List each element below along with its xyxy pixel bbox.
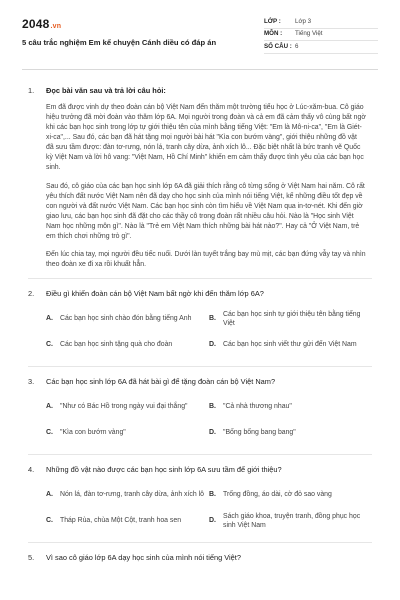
passage-paragraph: Đến lúc chia tay, mọi người đều tiếc nuối. Dưới làn tuyết trắng bay mù mịt, các bạn đứng vẫy tay và nhìn theo đoàn xe đi xa rồi khuất hẳn. xyxy=(46,251,366,269)
answer-options xyxy=(28,387,372,446)
option-letter: B. xyxy=(209,403,216,411)
option-text: "Bống bống bang bang" xyxy=(223,429,296,437)
question-text: Điều gì khiến đoàn cán bộ Việt Nam bất ngờ khi đến thăm lớp 6A? xyxy=(46,289,264,299)
logo-suffix: .vn xyxy=(50,23,62,30)
logo-number: 2048 xyxy=(22,17,50,31)
passage-paragraph: Sau đó, cô giáo của các bạn học sinh lớp 6A đã giải thích rằng cô từng sống ở Việt Nam hai năm. Cô rất yêu thích đất nước Việt Nam nên đã dạy cho học sinh của mình nói tiếng Việt, kể những điều tốt đẹp về con người và đất nước Việt Nam. Các bạn học sinh còn tìm hiểu về Việt Nam qua in-tơ-nét. Khi đến giờ giao lưu, các bạn học sinh đã đặt cho các thầy cô trong đoàn rất nhiều câu hỏi. Nào là "Học sinh Việt Nam học những môn gì". Nào là "Trẻ em Việt Nam thích những bài hát nào?". Hay cả "Ở Việt Nam, trẻ em thích chơi những trò gì". xyxy=(46,182,365,240)
question-4 xyxy=(28,465,372,475)
option-c[interactable] xyxy=(46,334,209,356)
question-number: 2. xyxy=(28,289,35,299)
option-text: Nón lá, đàn tơ-rưng, tranh cây dừa, ảnh xích lô xyxy=(60,491,204,499)
option-d[interactable] xyxy=(209,334,372,356)
question-2 xyxy=(28,289,372,299)
option-letter: B. xyxy=(209,491,216,499)
site-logo[interactable] xyxy=(22,16,216,32)
option-text: Các bạn học sinh tự giới thiệu tên bằng tiếng Việt xyxy=(223,310,361,328)
option-letter: B. xyxy=(209,315,216,323)
meta-row-count xyxy=(264,41,378,54)
option-letter: D. xyxy=(209,517,216,525)
question-text: Vì sao cô giáo lớp 6A dạy học sinh của mình nói tiếng Việt? xyxy=(46,553,241,563)
meta-table xyxy=(264,14,378,69)
option-text: Các bạn học sinh chào đón bằng tiếng Anh xyxy=(60,315,192,323)
option-text: "Kìa con bướm vàng" xyxy=(60,429,126,437)
question-text: Đọc bài văn sau và trả lời câu hỏi: xyxy=(46,86,166,95)
divider xyxy=(28,542,372,543)
question-5 xyxy=(28,553,372,563)
option-d[interactable] xyxy=(209,422,372,444)
meta-value: Lớp 3 xyxy=(295,17,312,25)
option-letter: A. xyxy=(46,315,53,323)
option-text: Trống đồng, áo dài, cờ đỏ sao vàng xyxy=(223,491,332,499)
option-c[interactable] xyxy=(46,422,209,444)
question-3 xyxy=(28,377,372,387)
question-number: 5. xyxy=(28,553,35,563)
question-text: Các bạn học sinh lớp 6A đã hát bài gì để tặng đoàn cán bộ Việt Nam? xyxy=(46,377,276,387)
option-letter: A. xyxy=(46,491,53,499)
option-letter: C. xyxy=(46,429,53,437)
option-b[interactable] xyxy=(209,308,372,330)
option-c[interactable] xyxy=(46,510,209,532)
option-d[interactable] xyxy=(209,510,372,532)
option-a[interactable] xyxy=(46,484,209,506)
option-a[interactable] xyxy=(46,396,209,418)
option-letter: A. xyxy=(46,403,53,411)
question-text: Những đồ vật nào được các bạn học sinh lớp 6A sưu tầm để giới thiệu? xyxy=(46,465,282,475)
divider xyxy=(28,278,372,279)
option-text: "Cả nhà thương nhau" xyxy=(223,403,292,411)
option-letter: C. xyxy=(46,341,53,349)
option-letter: D. xyxy=(209,429,216,437)
option-b[interactable] xyxy=(209,396,372,418)
answer-options xyxy=(28,475,372,534)
question-number: 1. xyxy=(28,86,35,95)
document-title: 5 câu trắc nghiệm Em kể chuyện Cánh diều có đáp án xyxy=(22,38,217,48)
divider xyxy=(28,454,372,455)
question-1 xyxy=(28,86,372,96)
option-letter: C. xyxy=(46,517,53,525)
meta-key: LỚP : xyxy=(264,17,281,25)
passage-paragraph: Em đã được vinh dự theo đoàn cán bộ Việt Nam đến thăm một trường tiểu học ở Lúc-xăm-bua. Cô giáo hiệu trưởng đã mời đoàn vào thăm lớp 6A. Mọi người trong đoàn và cả em đã cảm thấy vô cùng bất ngờ khi các bạn học sinh trong lớp tự giới thiệu tên của mình bằng tiếng Việt: "Em là Mô-ni-ca", "Em là Giét-xi-ca",... Sau đó, các bạn đã hát tặng mọi người bài hát "Kìa con bướm vàng", giới thiệu những đồ vật đã sưu tầm được: đàn tơ-rưng, nón lá, tranh cây dừa, ảnh xích lô... Đặc biệt nhất là bức tranh vẽ Quốc kỳ Việt Nam và lời hô vang: "Việt Nam, Hồ Chí Minh" khiến em cảm thấy được tình yêu của các bạn học sinh. xyxy=(46,103,366,172)
brand-block xyxy=(22,14,216,69)
reading-passage xyxy=(46,96,372,270)
question-number: 4. xyxy=(28,465,35,475)
question-number: 3. xyxy=(28,377,35,387)
option-text: Các bạn học sinh viết thư gửi đến Việt Nam xyxy=(223,341,357,349)
page-header xyxy=(22,14,378,70)
divider xyxy=(28,366,372,367)
option-a[interactable] xyxy=(46,308,209,330)
meta-value: Tiếng Việt xyxy=(295,30,323,38)
option-text: Các bạn học sinh tặng quà cho đoàn xyxy=(60,341,173,349)
quiz-content xyxy=(22,70,378,563)
option-b[interactable] xyxy=(209,484,372,506)
meta-key: MÔN : xyxy=(264,30,283,38)
option-letter: D. xyxy=(209,341,216,349)
meta-key: SỐ CÂU : xyxy=(264,42,292,50)
meta-row-subject xyxy=(264,29,378,42)
answer-options xyxy=(28,299,372,358)
meta-row-class xyxy=(264,16,378,29)
option-text: Tháp Rùa, chùa Một Cột, tranh hoa sen xyxy=(60,517,182,525)
option-text: Sách giáo khoa, truyện tranh, đồng phục học sinh Việt Nam xyxy=(223,512,361,530)
option-text: "Như có Bác Hồ trong ngày vui đại thắng" xyxy=(60,403,188,411)
meta-value: 6 xyxy=(295,42,299,50)
